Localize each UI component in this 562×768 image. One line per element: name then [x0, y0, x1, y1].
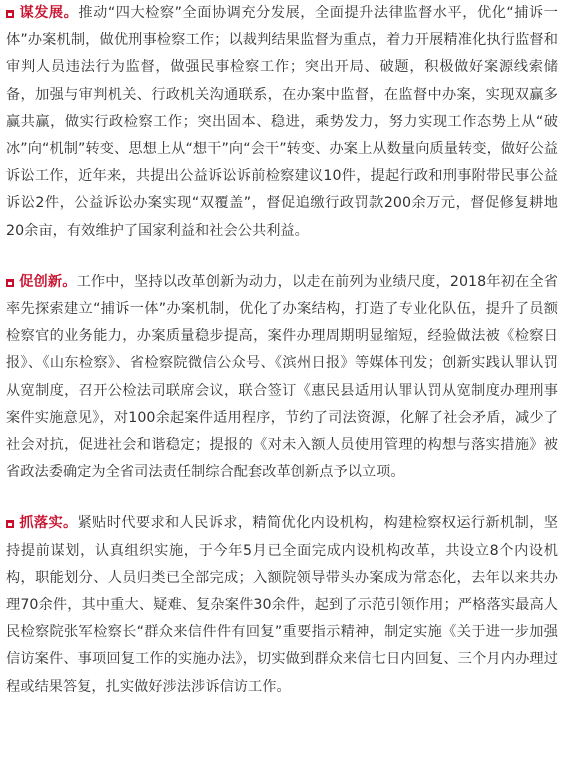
- section-text: 推动“四大检察”全面协调充分发展，全面提升法律监督水平，优化“捕诉一体”办案机制，做优刑事检察工作；以裁判结果监督为重点，着力开展精准化执行监督和审判人员违法行为监督，做强民事检察工作；突出开局、破题，积极做好案源线索储备，加强与审判机关、行政机关沟通联系，在办案中监督，在监督中办案，实现双赢多赢共赢，做实行政检察工作；突出固本、稳进，乘势发力，努力实现工作态势上从“破冰”向“机制”转变、思想上从“想干”向“会干”转变、办案上从数量向质量转变，做好公益诉讼工作，近年来，共提出公益诉讼诉前检察建议10件，提起行政和刑事附带民事公益诉讼2件，公益诉讼办案实现“双覆盖”，督促追缴行政罚款200余万元，督促修复耕地20余亩，有效维护了国家利益和社会公共利益。: [6, 5, 558, 239]
- section-text: 工作中，坚持以改革创新为动力，以走在前列为业绩尺度，2018年初在全省率先探索建立“捕诉一体”办案机制，优化了办案结构，打造了专业化队伍，提升了员额检察官的业务能力，办案质量稳步提高，案件办理周期明显缩短，经验做法被《检察日报》、《山东检察》、省检察院微信公众号、《滨州日报》等媒体刊发；创新实践认罪认罚从宽制度，召开公检法司联席会议，联合签订《惠民县适用认罪认罚从宽制度办理刑事案件实施意见》，对100余起案件适用程序，节约了司法资源，化解了社会矛盾，减少了社会对抗，促进社会和谐稳定；提报的《对未入额人员使用管理的构想与落实措施》被省政法委确定为全省司法责任制综合配套改革创新点予以立项。: [6, 273, 559, 481]
- section-paragraph-1: [6, 0, 558, 245]
- section-text: 紧贴时代要求和人民诉求，精简优化内设机构，构建检察权运行新机制，坚持提前谋划，认真组织实施，于今年5月已全面完成内设机构改革，共设立8个内设机构，职能划分、人员归类已全部完成；入额院领导带头办案成为常态化，去年以来共办理70余件，其中重大、疑难、复杂案件30余件，起到了示范引领作用；严格落实最高人民检察院张军检察长“群众来信件件有回复”重要指示精神，制定实施《关于进一步加强信访案件、事项回复工作的实施办法》，切实做到群众来信七日内回复、三个月内办理过程或结果答复，扎实做好涉法涉诉信访工作。: [6, 515, 559, 695]
- square-bullet-icon: [6, 520, 14, 528]
- section-heading: 促创新。: [19, 273, 77, 290]
- section-heading: 谋发展。: [19, 5, 79, 21]
- article-body: [6, 0, 558, 701]
- square-bullet-icon: [6, 10, 14, 18]
- section-paragraph-2: [6, 269, 558, 487]
- section-heading: 抓落实。: [19, 515, 78, 532]
- section-paragraph-3: [6, 510, 558, 700]
- square-bullet-icon: [6, 279, 14, 287]
